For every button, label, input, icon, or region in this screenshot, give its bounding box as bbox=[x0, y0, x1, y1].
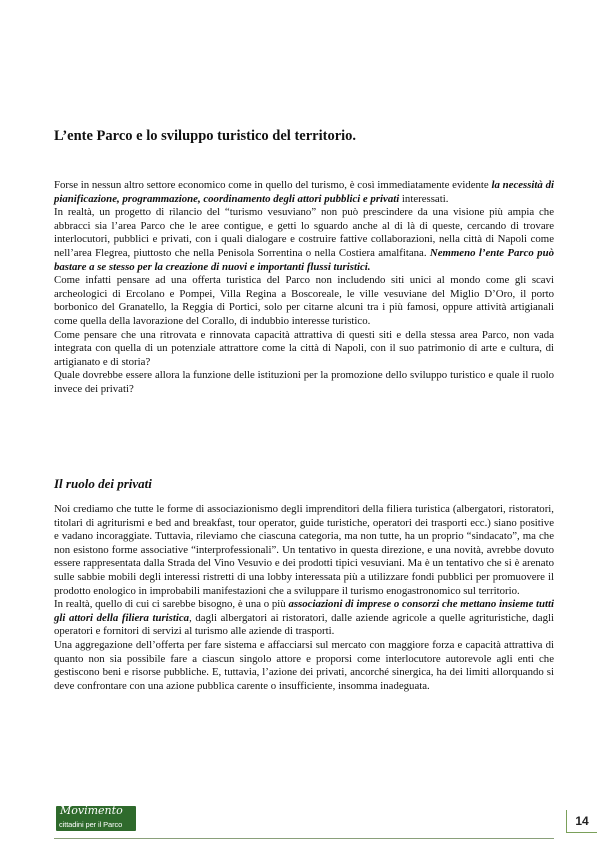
section-tourism bbox=[54, 179, 554, 397]
paragraph-text: , dagli albergatori ai ristoratori, dalle aziende agricole a quelle agrituristiche, dagli operatori e fornitori di servizi al turismo alle aziende di trasporti. bbox=[54, 611, 554, 638]
page-title: L’ente Parco e lo sviluppo turistico del territorio. bbox=[54, 128, 357, 144]
section-heading: Il ruolo dei privati bbox=[54, 476, 152, 491]
movement-logo bbox=[56, 806, 136, 831]
paragraph: Come pensare che una ritrovata e rinnovata capacità attrattiva di questi siti e della stessa area Parco, non vada integrata con quella di un potenziale attrattore come la città di Napoli, con il suo patrimonio di arte e cultura, di artigianato e di storia? bbox=[54, 328, 554, 368]
paragraph-text: In realtà, un progetto di rilancio del “turismo vesuviano” non può prescindere da una visione più ampia che abbracci sia l’area Parco che le aree contigue, e getti lo sguardo anche al di là di queste, cercando di trovare interlocutori, pubblici e privati, con i quali dialogare e costruire fattive collaborazioni, nella città di Napoli come nell’area Flegrea, piuttosto che nella Penisola Sorrentina o nella Costiera amalfitana. bbox=[54, 206, 554, 259]
paragraph: Noi crediamo che tutte le forme di associazionismo degli imprenditori della filiera turistica (albergatori, ristoratori, titolari di agriturismi e bed and breakfast, tour operator, guide turistiche, operatori dei trasporti ecc.) siano positive e vadano incoraggiate. Tuttavia, rileviamo che ciascuna categoria, ma non tutte, ha un proprio “sindacato”, ma che non esistono forme associative “interprofessionali”. Un tentativo in questa direzione, e una novità, avrebbe dovuto essere rappresentata dalla Strada del Vino Vesuvio e dei prodotti tipici vesuviani. Ma è un tentativo che si è arenato sulle sabbie mobili degli interessi ristretti di una lobby interessata più a utilizzare fondi pubblici per promuovere il prodotto enologico in improbabili manifestazioni che a sviluppare il turismo enogastronomico sul territorio. bbox=[54, 503, 554, 597]
logo-subtitle-text: cittadini per il Parco bbox=[59, 820, 123, 829]
paragraph bbox=[54, 179, 554, 206]
emphasis-text: associazioni di imprese o consorzi che mettano insieme tutti gli attori della filiera turistica bbox=[54, 598, 554, 624]
paragraph bbox=[54, 206, 554, 274]
paragraph: Quale dovrebbe essere allora la funzione delle istituzioni per la promozione dello sviluppo turistico e quale il ruolo invece dei privati? bbox=[54, 369, 554, 395]
footer-divider bbox=[54, 838, 554, 839]
emphasis-text: la necessità di pianificazione, programmazione, coordinamento degli attori pubblici e privati bbox=[54, 179, 554, 205]
paragraph-text: interessati. bbox=[399, 192, 449, 205]
paragraph: Come infatti pensare ad una offerta turistica del Parco non includendo siti unici al mondo come gli scavi archeologici di Ercolano e Pompei, Villa Regina a Boscoreale, le ville vesuviane del Miglio D’Oro, il porto borbonico del Granatello, la Reggia di Portici, solo per citarne alcuni tra i più famosi, oppure attività artigianali come quella della lavorazione del Corallo, di indubbio interesse turistico. bbox=[54, 274, 554, 327]
paragraph-text: In realtà, quello di cui ci sarebbe bisogno, è una o più bbox=[54, 598, 289, 611]
logo-script-text: Movimento bbox=[60, 806, 123, 817]
section-private-role bbox=[54, 503, 554, 693]
page-number: 14 bbox=[566, 810, 597, 833]
paragraph: Una aggregazione dell’offerta per fare sistema e affacciarsi sul mercato con maggiore forza e capacità attrattiva di quanto non sia possibile fare a ciascun singolo attore e proporsi come interlocutore autorevole agli enti che gestiscono beni e risorse pubbliche. E, tuttavia, l’azione dei privati, ancorché sinergica, ha dei limiti allorquando si deve confrontare con una azione pubblica carente o insufficiente, insomma inadeguata. bbox=[54, 638, 554, 692]
emphasis-text: Nemmeno l’ente Parco può bastare a se stesso per la creazione di nuovi e importanti flussi turistici. bbox=[54, 246, 554, 273]
paragraph bbox=[54, 598, 554, 639]
paragraph-text: Forse in nessun altro settore economico come in quello del turismo, è così immediatamente evidente bbox=[54, 179, 492, 191]
